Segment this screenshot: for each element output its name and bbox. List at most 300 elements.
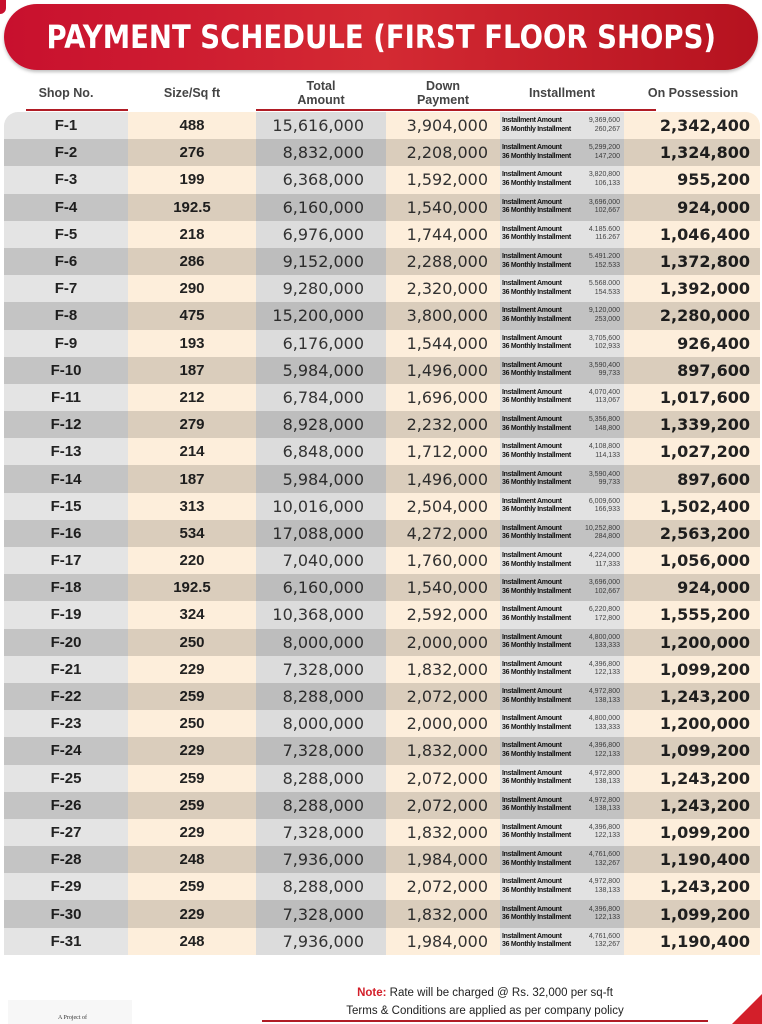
monthly-installment-line	[502, 615, 620, 624]
installment-amount-line	[502, 117, 620, 126]
monthly-installment-label: 36 Monthly Installment	[502, 370, 571, 378]
table-row	[4, 520, 760, 547]
installment-amount-line	[502, 253, 620, 262]
total-amount-cell: 8,288,000	[256, 683, 386, 710]
table-row	[4, 710, 760, 737]
on-possession-cell: 1,046,400	[624, 221, 760, 248]
installment-amount-value: 3,696,000	[588, 579, 620, 587]
table-row	[4, 900, 760, 927]
total-amount-cell: 6,176,000	[256, 330, 386, 357]
down-payment-cell: 1,496,000	[386, 465, 500, 492]
table-row	[4, 873, 760, 900]
monthly-installment-label: 36 Monthly Installment	[502, 669, 571, 677]
size-cell: 248	[128, 928, 256, 955]
monthly-installment-line	[502, 860, 620, 869]
size-cell: 229	[128, 819, 256, 846]
total-amount-cell: 5,984,000	[256, 465, 386, 492]
table-row	[4, 302, 760, 329]
installment-amount-label: Installment Amount	[502, 470, 562, 478]
installment-amount-line	[502, 579, 620, 588]
size-cell: 248	[128, 846, 256, 873]
monthly-installment-line	[502, 452, 620, 461]
installment-amount-line	[502, 715, 620, 724]
note-text: Rate will be charged @ Rs. 32,000 per sq-ft	[386, 987, 613, 999]
corner-decoration	[732, 994, 762, 1024]
monthly-installment-label: 36 Monthly Installment	[502, 914, 571, 922]
installment-amount-label: Installment Amount	[502, 144, 562, 152]
monthly-installment-line	[502, 180, 620, 189]
installment-amount-label: Installment Amount	[502, 715, 562, 723]
table-row	[4, 656, 760, 683]
installment-amount-label: Installment Amount	[502, 552, 562, 560]
table-row	[4, 357, 760, 384]
shop-no-cell: F-25	[4, 765, 128, 792]
size-cell: 259	[128, 765, 256, 792]
installment-cell	[500, 248, 624, 275]
header-installment: Installment	[529, 86, 595, 100]
monthly-installment-line	[502, 234, 620, 243]
monthly-installment-value: 166,933	[594, 506, 620, 514]
down-payment-cell: 2,072,000	[386, 873, 500, 900]
down-payment-cell: 2,072,000	[386, 765, 500, 792]
size-cell: 193	[128, 330, 256, 357]
size-cell: 192.5	[128, 574, 256, 601]
total-amount-cell: 6,368,000	[256, 166, 386, 193]
monthly-installment-label: 36 Monthly Installment	[502, 261, 571, 269]
installment-amount-value: 5.491.200	[588, 253, 620, 261]
monthly-installment-label: 36 Monthly Installment	[502, 723, 571, 731]
down-payment-cell: 1,696,000	[386, 384, 500, 411]
installment-amount-line	[502, 389, 620, 398]
installment-amount-value: 6,220,800	[588, 606, 620, 614]
header-total-line2: Amount	[297, 93, 345, 107]
monthly-installment-label: 36 Monthly Installment	[502, 941, 571, 949]
installment-amount-line	[502, 770, 620, 779]
size-cell: 220	[128, 547, 256, 574]
installment-cell	[500, 194, 624, 221]
table-row	[4, 112, 760, 139]
monthly-installment-value: 99,733	[598, 370, 620, 378]
down-payment-cell: 2,504,000	[386, 493, 500, 520]
shop-no-cell: F-23	[4, 710, 128, 737]
size-cell: 229	[128, 656, 256, 683]
shop-no-cell: F-5	[4, 221, 128, 248]
installment-amount-line	[502, 797, 620, 806]
on-possession-cell: 1,502,400	[624, 493, 760, 520]
monthly-installment-line	[502, 724, 620, 733]
table-row	[4, 438, 760, 465]
installment-amount-line	[502, 525, 620, 534]
shop-no-cell: F-8	[4, 302, 128, 329]
monthly-installment-label: 36 Monthly Installment	[502, 533, 571, 541]
on-possession-cell: 1,243,200	[624, 792, 760, 819]
installment-amount-line	[502, 335, 620, 344]
on-possession-cell: 1,099,200	[624, 737, 760, 764]
installment-amount-value: 3,590,400	[588, 470, 620, 478]
down-payment-cell: 1,832,000	[386, 737, 500, 764]
installment-amount-value: 6,009,600	[588, 497, 620, 505]
shop-no-cell: F-16	[4, 520, 128, 547]
installment-amount-label: Installment Amount	[502, 388, 562, 396]
installment-amount-value: 4,396,800	[588, 905, 620, 913]
on-possession-cell: 1,243,200	[624, 683, 760, 710]
installment-cell	[500, 928, 624, 955]
header-total-amount	[256, 74, 386, 112]
installment-cell	[500, 819, 624, 846]
header-size: Size/Sq ft	[163, 86, 221, 100]
on-possession-cell: 1,324,800	[624, 139, 760, 166]
installment-amount-value: 4,396,800	[588, 660, 620, 668]
installment-cell	[500, 384, 624, 411]
size-cell: 192.5	[128, 194, 256, 221]
monthly-installment-value: 132,267	[594, 941, 620, 949]
monthly-installment-value: 102,667	[594, 587, 620, 595]
total-amount-cell: 7,936,000	[256, 846, 386, 873]
monthly-installment-value: 122,133	[594, 750, 620, 758]
monthly-installment-line	[502, 370, 620, 379]
installment-amount-label: Installment Amount	[502, 524, 562, 532]
monthly-installment-value: 260,267	[594, 125, 620, 133]
monthly-installment-label: 36 Monthly Installment	[502, 696, 571, 704]
down-payment-cell: 1,760,000	[386, 547, 500, 574]
on-possession-cell: 2,280,000	[624, 302, 760, 329]
header-shop-no: Shop No.	[38, 86, 94, 100]
size-cell: 187	[128, 465, 256, 492]
installment-cell	[500, 302, 624, 329]
size-cell: 259	[128, 873, 256, 900]
table-row	[4, 683, 760, 710]
installment-amount-label: Installment Amount	[502, 171, 562, 179]
title-banner	[4, 4, 758, 70]
installment-amount-value: 3,590,400	[588, 361, 620, 369]
size-cell: 187	[128, 357, 256, 384]
total-amount-cell: 6,784,000	[256, 384, 386, 411]
installment-amount-value: 3,696,000	[588, 198, 620, 206]
monthly-installment-label: 36 Monthly Installment	[502, 479, 571, 487]
installment-amount-value: 5,299,200	[588, 144, 620, 152]
installment-amount-label: Installment Amount	[502, 280, 562, 288]
total-amount-cell: 7,328,000	[256, 737, 386, 764]
installment-amount-line	[502, 144, 620, 153]
total-amount-cell: 8,928,000	[256, 411, 386, 438]
header-down-line2: Payment	[416, 93, 470, 107]
monthly-installment-value: 113,067	[595, 397, 620, 405]
installment-amount-label: Installment Amount	[502, 823, 562, 831]
monthly-installment-value: 172,800	[594, 614, 620, 622]
monthly-installment-value: 147,200	[594, 152, 620, 160]
installment-amount-value: 4,972,800	[588, 878, 620, 886]
shop-no-cell: F-22	[4, 683, 128, 710]
monthly-installment-value: 253,000	[594, 315, 620, 323]
down-payment-cell: 1,540,000	[386, 574, 500, 601]
installment-cell	[500, 166, 624, 193]
installment-cell	[500, 275, 624, 302]
monthly-installment-label: 36 Monthly Installment	[502, 587, 571, 595]
table-row	[4, 248, 760, 275]
installment-amount-label: Installment Amount	[502, 443, 562, 451]
installment-amount-value: 5.568.000	[588, 280, 620, 288]
installment-amount-label: Installment Amount	[502, 660, 562, 668]
on-possession-cell: 1,056,000	[624, 547, 760, 574]
monthly-installment-value: 102,933	[594, 343, 620, 351]
installment-amount-value: 4,224,000	[588, 552, 620, 560]
monthly-installment-line	[502, 697, 620, 706]
installment-amount-value: 9,120,000	[588, 307, 620, 315]
installment-cell	[500, 629, 624, 656]
total-amount-cell: 7,328,000	[256, 656, 386, 683]
shop-no-cell: F-9	[4, 330, 128, 357]
project-logo-area	[8, 1000, 132, 1024]
down-payment-cell: 2,320,000	[386, 275, 500, 302]
installment-cell	[500, 411, 624, 438]
total-amount-cell: 6,160,000	[256, 574, 386, 601]
monthly-installment-line	[502, 397, 620, 406]
installment-cell	[500, 330, 624, 357]
shop-no-cell: F-3	[4, 166, 128, 193]
on-possession-cell: 1,190,400	[624, 928, 760, 955]
total-amount-cell: 6,848,000	[256, 438, 386, 465]
total-amount-cell: 5,984,000	[256, 357, 386, 384]
shop-no-cell: F-31	[4, 928, 128, 955]
total-amount-cell: 8,000,000	[256, 710, 386, 737]
total-amount-cell: 8,288,000	[256, 792, 386, 819]
shop-no-cell: F-30	[4, 900, 128, 927]
total-amount-cell: 7,936,000	[256, 928, 386, 955]
installment-amount-value: 4.185.600	[588, 225, 620, 233]
monthly-installment-value: 284,800	[594, 533, 620, 541]
on-possession-cell: 1,027,200	[624, 438, 760, 465]
monthly-installment-label: 36 Monthly Installment	[502, 179, 571, 187]
installment-cell	[500, 900, 624, 927]
down-payment-cell: 2,208,000	[386, 139, 500, 166]
size-cell: 279	[128, 411, 256, 438]
installment-amount-label: Installment Amount	[502, 334, 562, 342]
installment-amount-value: 4,761,600	[588, 851, 620, 859]
table-row	[4, 629, 760, 656]
monthly-installment-line	[502, 479, 620, 488]
table-row	[4, 928, 760, 955]
on-possession-cell: 1,190,400	[624, 846, 760, 873]
monthly-installment-value: 102,667	[594, 207, 620, 215]
installment-amount-line	[502, 933, 620, 942]
installment-cell	[500, 683, 624, 710]
installment-amount-line	[502, 471, 620, 480]
installment-amount-line	[502, 906, 620, 915]
installment-amount-line	[502, 416, 620, 425]
down-payment-cell: 3,800,000	[386, 302, 500, 329]
monthly-installment-value: 132,267	[594, 859, 620, 867]
monthly-installment-value: 154.533	[594, 288, 620, 296]
on-possession-cell: 1,017,600	[624, 384, 760, 411]
size-cell: 259	[128, 792, 256, 819]
table-row	[4, 139, 760, 166]
monthly-installment-label: 36 Monthly Installment	[502, 397, 571, 405]
installment-amount-value: 4,070,400	[588, 388, 620, 396]
monthly-installment-line	[502, 262, 620, 271]
monthly-installment-label: 36 Monthly Installment	[502, 506, 571, 514]
size-cell: 276	[128, 139, 256, 166]
shop-no-cell: F-13	[4, 438, 128, 465]
installment-amount-label: Installment Amount	[502, 633, 562, 641]
down-payment-cell: 1,540,000	[386, 194, 500, 221]
installment-amount-value: 4,800,000	[588, 715, 620, 723]
footer-divider	[262, 1020, 708, 1022]
installment-amount-label: Installment Amount	[502, 361, 562, 369]
installment-amount-value: 4,396,800	[588, 742, 620, 750]
table-row	[4, 819, 760, 846]
on-possession-cell: 1,099,200	[624, 900, 760, 927]
down-payment-cell: 1,544,000	[386, 330, 500, 357]
on-possession-cell: 955,200	[624, 166, 760, 193]
table-row	[4, 166, 760, 193]
on-possession-cell: 1,243,200	[624, 873, 760, 900]
total-amount-cell: 7,040,000	[256, 547, 386, 574]
installment-cell	[500, 465, 624, 492]
shop-no-cell: F-27	[4, 819, 128, 846]
shop-no-cell: F-4	[4, 194, 128, 221]
installment-amount-label: Installment Amount	[502, 497, 562, 505]
total-amount-cell: 6,976,000	[256, 221, 386, 248]
installment-amount-line	[502, 688, 620, 697]
header-divider	[256, 109, 656, 111]
monthly-installment-line	[502, 506, 620, 515]
size-cell: 313	[128, 493, 256, 520]
shop-no-cell: F-6	[4, 248, 128, 275]
installment-amount-value: 4,972,800	[588, 688, 620, 696]
total-amount-cell: 17,088,000	[256, 520, 386, 547]
table-row	[4, 574, 760, 601]
size-cell: 199	[128, 166, 256, 193]
down-payment-cell: 2,072,000	[386, 683, 500, 710]
down-payment-cell: 3,904,000	[386, 112, 500, 139]
size-cell: 286	[128, 248, 256, 275]
on-possession-cell: 1,099,200	[624, 656, 760, 683]
installment-amount-label: Installment Amount	[502, 851, 562, 859]
table-header	[0, 74, 762, 112]
shop-no-cell: F-11	[4, 384, 128, 411]
table-row	[4, 547, 760, 574]
monthly-installment-line	[502, 832, 620, 841]
installment-amount-label: Installment Amount	[502, 253, 562, 261]
total-amount-cell: 9,152,000	[256, 248, 386, 275]
monthly-installment-value: 138,133	[594, 886, 620, 894]
on-possession-cell: 1,372,800	[624, 248, 760, 275]
installment-cell	[500, 520, 624, 547]
installment-cell	[500, 873, 624, 900]
monthly-installment-value: 122,133	[594, 669, 620, 677]
down-payment-cell: 1,712,000	[386, 438, 500, 465]
monthly-installment-value: 122,133	[594, 914, 620, 922]
terms-text: Terms & Conditions are applied as per company policy	[346, 1005, 624, 1017]
page-title: PAYMENT SCHEDULE (FIRST FLOOR SHOPS)	[46, 18, 716, 56]
installment-amount-label: Installment Amount	[502, 307, 562, 315]
shop-no-cell: F-18	[4, 574, 128, 601]
down-payment-cell: 1,496,000	[386, 357, 500, 384]
monthly-installment-value: 122,133	[594, 832, 620, 840]
on-possession-cell: 1,200,000	[624, 710, 760, 737]
installment-amount-value: 4,972,800	[588, 796, 620, 804]
size-cell: 214	[128, 438, 256, 465]
monthly-installment-line	[502, 289, 620, 298]
installment-amount-line	[502, 634, 620, 643]
monthly-installment-value: 133,333	[594, 723, 620, 731]
monthly-installment-label: 36 Monthly Installment	[502, 125, 571, 133]
installment-cell	[500, 656, 624, 683]
down-payment-cell: 2,000,000	[386, 629, 500, 656]
shop-no-cell: F-19	[4, 601, 128, 628]
payment-table	[4, 112, 760, 955]
table-row	[4, 846, 760, 873]
monthly-installment-label: 36 Monthly Installment	[502, 805, 571, 813]
monthly-installment-line	[502, 343, 620, 352]
on-possession-cell: 1,392,000	[624, 275, 760, 302]
size-cell: 259	[128, 683, 256, 710]
on-possession-cell: 926,400	[624, 330, 760, 357]
installment-amount-line	[502, 552, 620, 561]
installment-amount-value: 10,252,800	[584, 524, 620, 532]
shop-no-cell: F-26	[4, 792, 128, 819]
installment-amount-value: 4,108,800	[588, 443, 620, 451]
monthly-installment-value: 106,133	[594, 179, 620, 187]
total-amount-cell: 8,000,000	[256, 629, 386, 656]
down-payment-cell: 1,984,000	[386, 846, 500, 873]
monthly-installment-line	[502, 533, 620, 542]
installment-amount-label: Installment Amount	[502, 742, 562, 750]
monthly-installment-line	[502, 153, 620, 162]
down-payment-cell: 2,072,000	[386, 792, 500, 819]
monthly-installment-line	[502, 887, 620, 896]
monthly-installment-line	[502, 669, 620, 678]
total-amount-cell: 10,016,000	[256, 493, 386, 520]
monthly-installment-line	[502, 316, 620, 325]
installment-amount-line	[502, 851, 620, 860]
total-amount-cell: 8,288,000	[256, 873, 386, 900]
installment-amount-line	[502, 742, 620, 751]
installment-amount-line	[502, 878, 620, 887]
size-cell: 229	[128, 900, 256, 927]
monthly-installment-value: 133,333	[594, 642, 620, 650]
installment-amount-label: Installment Amount	[502, 932, 562, 940]
on-possession-cell: 1,243,200	[624, 765, 760, 792]
monthly-installment-line	[502, 805, 620, 814]
down-payment-cell: 1,832,000	[386, 656, 500, 683]
installment-amount-value: 4,800,000	[588, 633, 620, 641]
table-row	[4, 275, 760, 302]
monthly-installment-label: 36 Monthly Installment	[502, 859, 571, 867]
monthly-installment-label: 36 Monthly Installment	[502, 288, 571, 296]
monthly-installment-value: 152.533	[594, 261, 620, 269]
shop-no-cell: F-15	[4, 493, 128, 520]
size-cell: 475	[128, 302, 256, 329]
header-total-line1: Total	[306, 79, 336, 93]
installment-amount-label: Installment Amount	[502, 769, 562, 777]
monthly-installment-value: 99,733	[598, 479, 620, 487]
down-payment-cell: 2,592,000	[386, 601, 500, 628]
shop-no-cell: F-2	[4, 139, 128, 166]
installment-amount-line	[502, 443, 620, 452]
size-cell: 250	[128, 710, 256, 737]
installment-cell	[500, 357, 624, 384]
installment-amount-value: 3,820,800	[588, 171, 620, 179]
shop-no-cell: F-20	[4, 629, 128, 656]
installment-cell	[500, 438, 624, 465]
down-payment-cell: 1,744,000	[386, 221, 500, 248]
installment-cell	[500, 112, 624, 139]
monthly-installment-label: 36 Monthly Installment	[502, 642, 571, 650]
size-cell: 212	[128, 384, 256, 411]
table-row	[4, 601, 760, 628]
shop-no-cell: F-17	[4, 547, 128, 574]
